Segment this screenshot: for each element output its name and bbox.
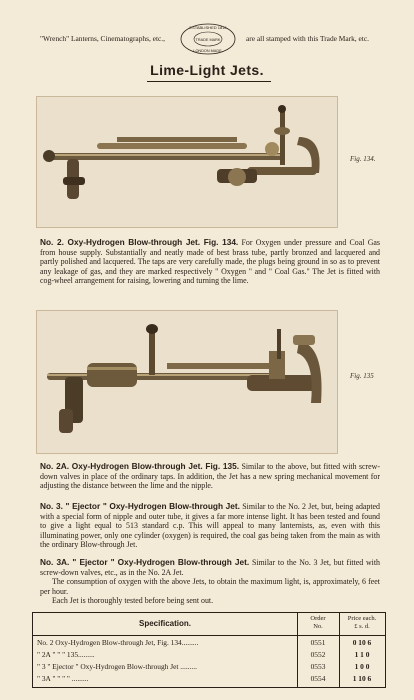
- spec-table-header: [33, 613, 385, 636]
- table-row: [33, 674, 385, 685]
- paragraph-no3a: [40, 558, 380, 606]
- spec-header-price: [339, 615, 385, 631]
- row-spec: " 3 " Ejector " Oxy-Hydrogen Blow-through Jet .........: [37, 662, 197, 671]
- row-spec: No. 2 Oxy-Hydrogen Blow-through Jet, Fig. 134.........: [37, 638, 199, 647]
- trademark-emblem: [178, 22, 238, 56]
- header-right-text: are all stamped with this Trade Mark, etc.: [246, 34, 369, 43]
- paragraph-no3a-heading: No. 3A. " Ejector " Oxy-Hydrogen Blow-through Jet.: [40, 557, 250, 567]
- figure-label-134: Fig. 134.: [350, 155, 376, 163]
- paragraph-no2a-body: Similar to the above, but fitted with screw-down valves in place of the ordinary taps. In addition, the Jet has a new spring mechanical movement for adjusting the distance between the lime and the nipple.: [40, 462, 380, 491]
- paragraph-no2-body: For Oxygen under pressure and Coal Gas from house supply. Substantially and neatly made of best brass tube, partly bronzed and lacquered and partly polished and lacquered. The taps are very carefully made, the plugs being ground in so as to prevent any leakage of gas, and they are marked respectively " Oxygen " and " Coal Gas." The Jet is fitted with cog-wheel arrangement for raising, lowering and turning the lime.: [40, 238, 381, 286]
- page-title: Lime-Light Jets.: [150, 62, 264, 78]
- spec-header-specification: Specification.: [138, 619, 191, 628]
- row-price: 1 0 0: [354, 662, 370, 671]
- jet-photo-fig-135: [36, 310, 338, 454]
- row-price: 1 1 0: [354, 650, 370, 659]
- row-spec: " 2A " " " 135.........: [37, 650, 95, 659]
- row-order: 0554: [310, 674, 326, 683]
- spec-header-order-line1: Order: [310, 615, 326, 622]
- table-row: [33, 662, 385, 673]
- paragraph-no3-heading: No. 3. " Ejector " Oxy-Hydrogen Blow-through Jet.: [40, 501, 240, 511]
- paragraph-no2: [40, 238, 380, 286]
- figure-label-135: Fig. 135: [350, 372, 374, 380]
- title-underline: [147, 81, 271, 82]
- page-header: [0, 22, 414, 56]
- spec-header-order-line2: No.: [313, 623, 323, 630]
- paragraph-no3-body: Similar to the No. 2 Jet, but, being adapted with a special form of nipple and outer tube, it gives a far more intense light. It has been tested and found to give a light equal to 513 standard c.p. This will appeal to many lanternists, as, even with this illuminating power, only one cylinder (oxygen) is required, the coal gas being taken from the main as with the ordinary Blow-through Jet.: [40, 502, 380, 550]
- spec-header-price-line1: Price each.: [347, 615, 377, 622]
- table-row: [33, 638, 385, 649]
- consumption-note: The consumption of oxygen with the above Jets, to obtain the maximum light, is, approximately, 6 feet per hour.: [40, 577, 380, 596]
- specification-table: [32, 612, 386, 688]
- tested-note: Each Jet is thoroughly tested before being sent out.: [52, 596, 214, 606]
- paragraph-no2a-heading: No. 2A. Oxy-Hydrogen Blow-through Jet. Fig. 135.: [40, 461, 240, 471]
- spec-header-order: [297, 615, 339, 631]
- jet-photo-fig-134: [36, 96, 338, 228]
- row-price: 1 10 6: [352, 674, 372, 683]
- paragraph-no3: [40, 502, 380, 550]
- spec-header-price-line2: £ s. d.: [354, 623, 370, 630]
- trademark-middle: TRADE MARK: [195, 38, 221, 42]
- trademark-bottom: LONDON MADE.: [193, 49, 223, 53]
- header-left-text: "Wrench" Lanterns, Cinematographs, etc.,: [40, 34, 165, 43]
- row-order: 0551: [310, 638, 326, 647]
- row-order: 0552: [310, 650, 326, 659]
- row-spec: " 3A " " " " .........: [37, 674, 89, 683]
- row-order: 0553: [310, 662, 326, 671]
- paragraph-no3a-body: Similar to the No. 3 Jet, but fitted with screw-down valves, etc., as in the No. 2A Jet.: [40, 558, 380, 577]
- paragraph-no2-heading: No. 2. Oxy-Hydrogen Blow-through Jet. Fig. 134.: [40, 237, 239, 247]
- table-row: [33, 650, 385, 661]
- paragraph-no2a: [40, 462, 380, 491]
- row-price: 0 10 6: [352, 638, 372, 647]
- trademark-top: ESTABLISHED 1816: [189, 25, 227, 30]
